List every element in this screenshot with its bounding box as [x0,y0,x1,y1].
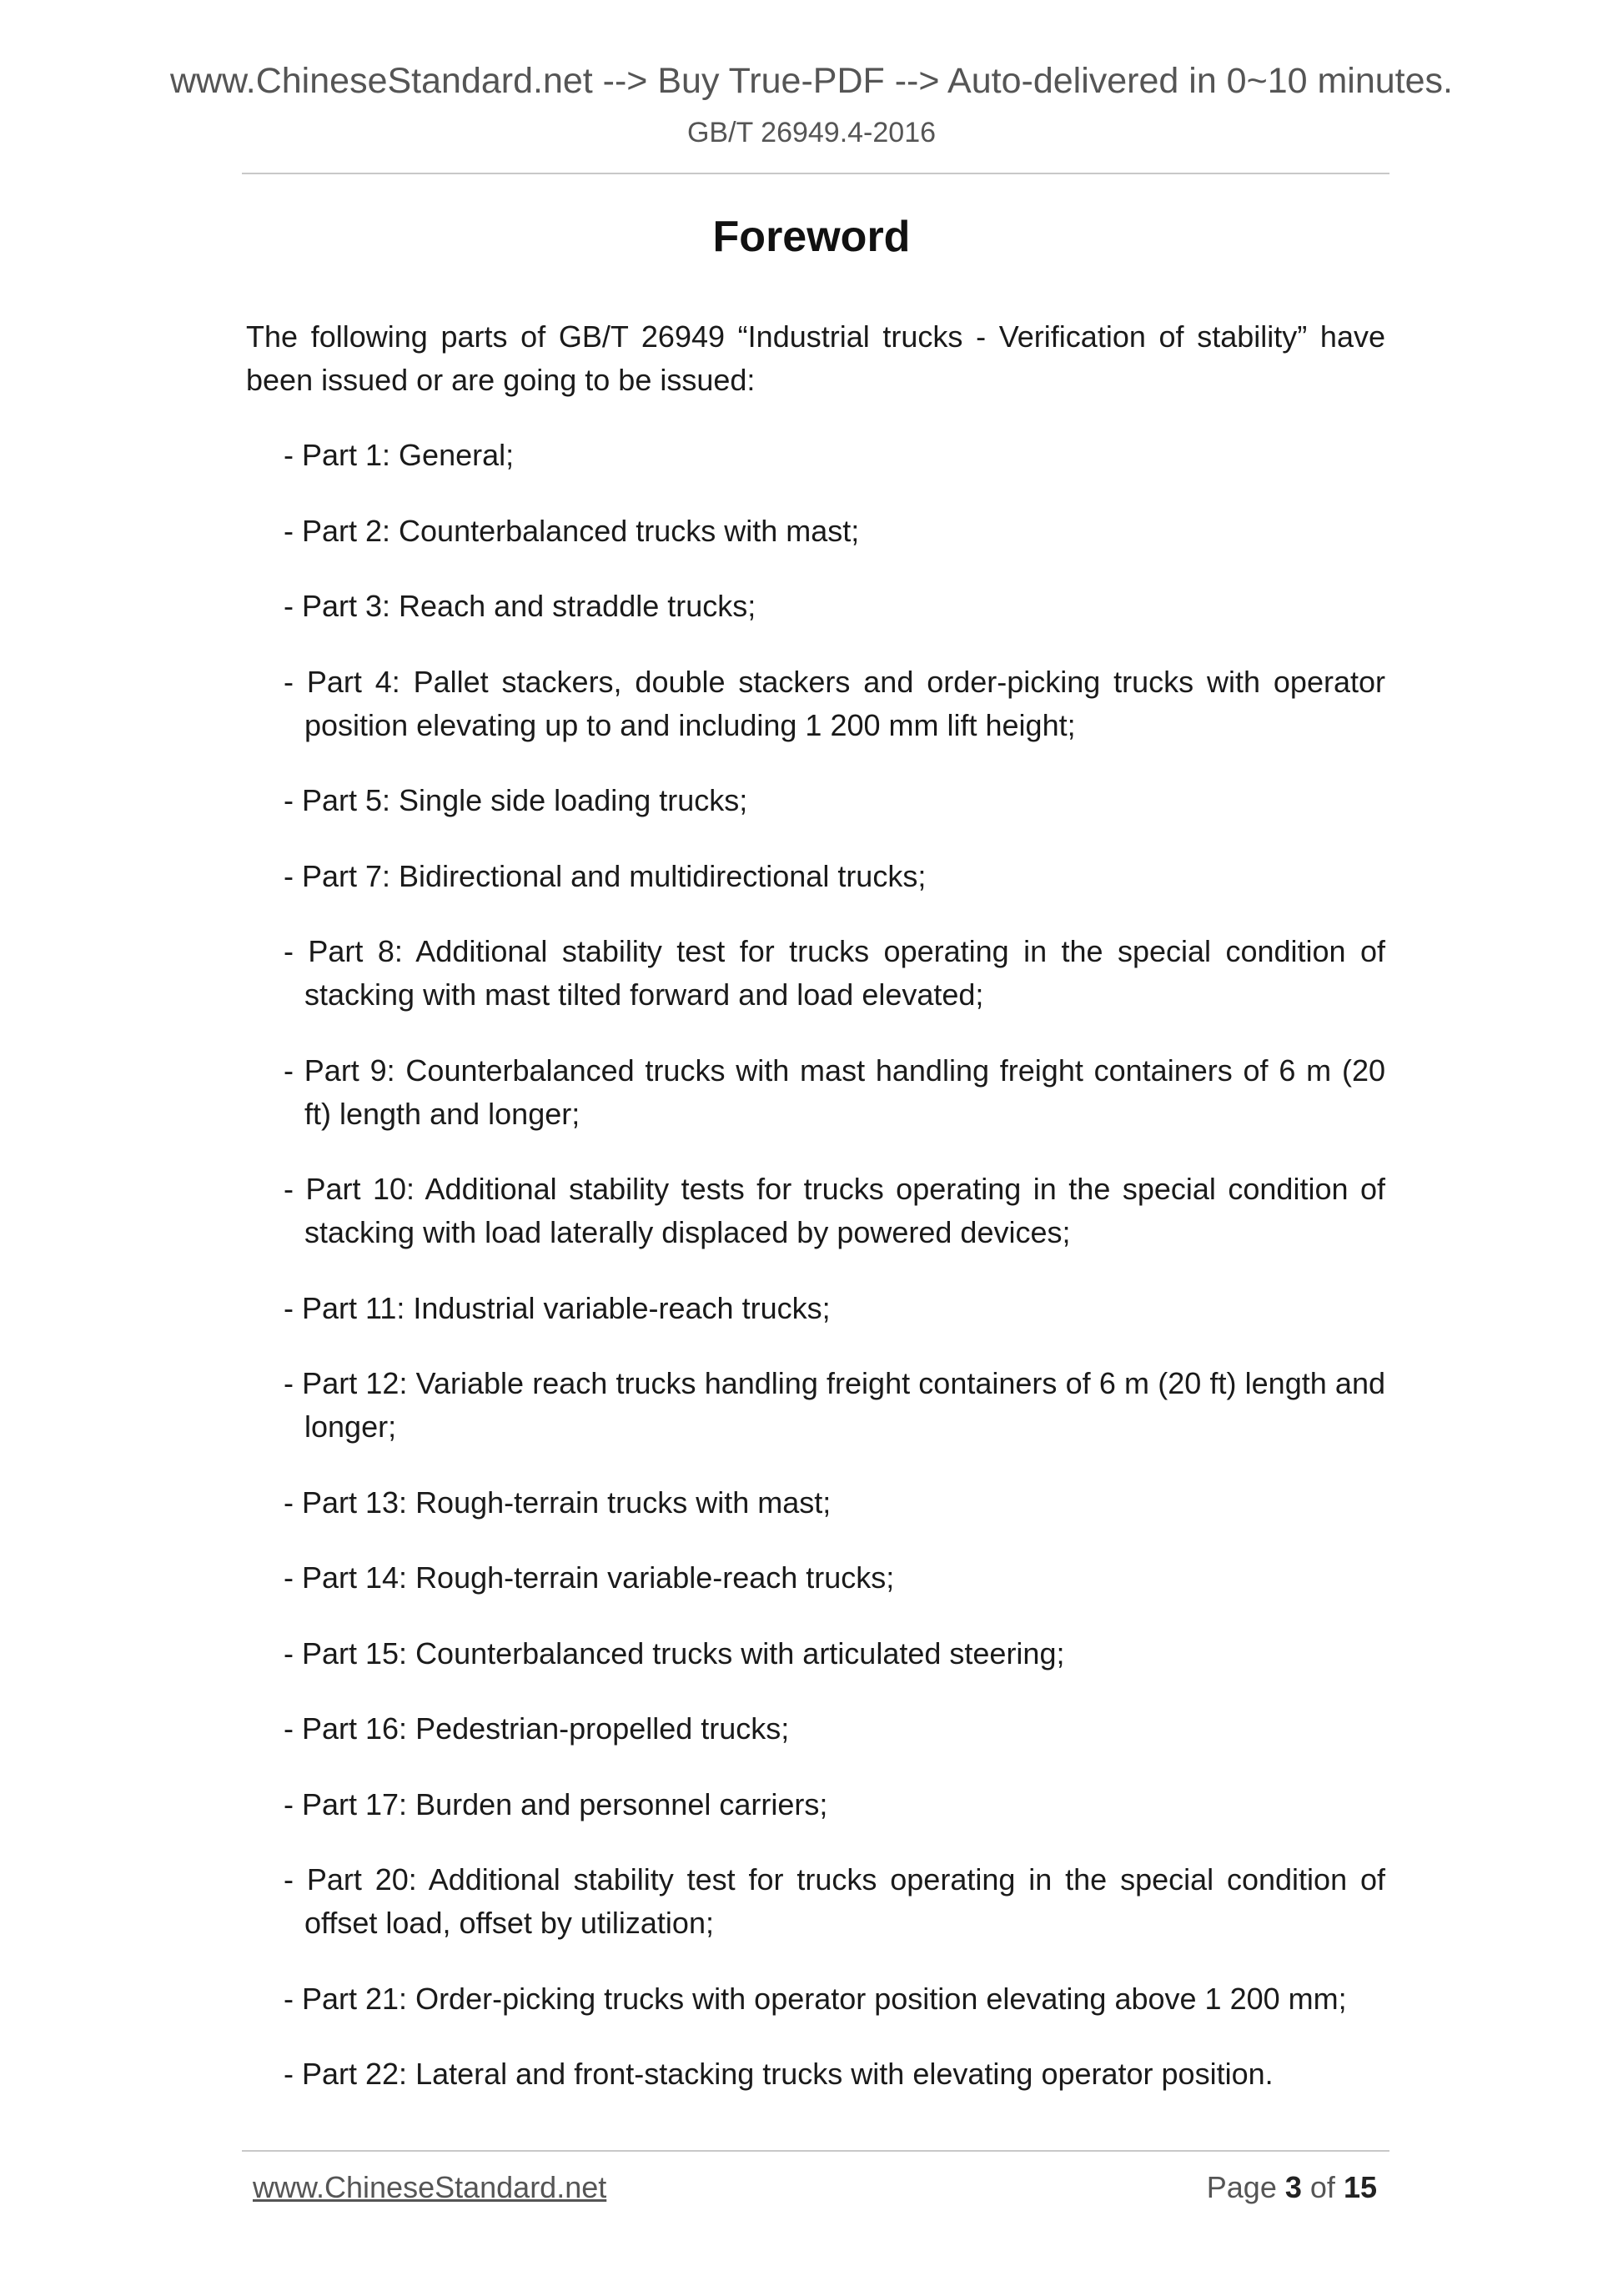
list-item: - Part 5: Single side loading trucks; [284,783,748,817]
list-item: - Part 8: Additional stability test for trucks operating in the special condition of stacking with mast tilted forward and load elevated; [284,934,1385,1012]
intro-paragraph: The following parts of GB/T 26949 “Industrial trucks - Verification of stability” have been issued or are going to be issued: [246,319,1385,397]
page-title: Foreword [712,213,911,261]
footer-website-link[interactable]: www.ChineseStandard.net [253,2170,607,2204]
page-total: 15 [1343,2170,1377,2204]
list-item: - Part 16: Pedestrian-propelled trucks; [284,1711,790,1746]
list-item: - Part 3: Reach and straddle trucks; [284,589,756,623]
list-item: - Part 11: Industrial variable-reach trucks; [284,1290,831,1325]
parts-list [284,434,1385,2128]
list-item: - Part 13: Rough-terrain trucks with mast; [284,1485,832,1520]
list-item: - Part 12: Variable reach trucks handling freight containers of 6 m (20 ft) length and longer; [284,1366,1385,1444]
page-number [1206,2170,1377,2204]
list-item: - Part 4: Pallet stackers, double stackers and order-picking trucks with operator position elevating up to and including 1 200 mm lift height; [284,664,1385,742]
list-item: - Part 22: Lateral and front-stacking trucks with elevating operator position. [284,2057,1274,2091]
document-id: GB/T 26949.4-2016 [686,117,937,148]
list-item: - Part 1: General; [284,438,515,472]
header-divider [242,173,1389,174]
list-item: - Part 17: Burden and personnel carriers; [284,1786,828,1821]
list-item: - Part 7: Bidirectional and multidirectional trucks; [284,858,927,893]
list-item: - Part 15: Counterbalanced trucks with articulated steering; [284,1635,1065,1671]
list-item: - Part 2: Counterbalanced trucks with mast; [284,513,860,548]
footer-divider [242,2150,1389,2152]
list-item: - Part 21: Order-picking trucks with operator position elevating above 1 200 mm; [284,1981,1347,2016]
header-banner: www.ChineseStandard.net --> Buy True-PDF --> Auto-delivered in 0~10 minutes. [169,61,1453,101]
page-current: 3 [1284,2170,1302,2204]
page-of-label: of [1309,2170,1335,2204]
list-item: - Part 20: Additional stability test for trucks operating in the special condition of offset load, offset by utilization; [284,1862,1385,1940]
list-item: - Part 14: Rough-terrain variable-reach trucks; [284,1560,895,1595]
page-label: Page [1206,2170,1277,2204]
list-item: - Part 10: Additional stability tests for trucks operating in the special condition of stacking with load laterally displaced by powered devices; [284,1172,1385,1249]
list-item: - Part 9: Counterbalanced trucks with mast handling freight containers of 6 m (20 ft) length and longer; [284,1053,1385,1131]
